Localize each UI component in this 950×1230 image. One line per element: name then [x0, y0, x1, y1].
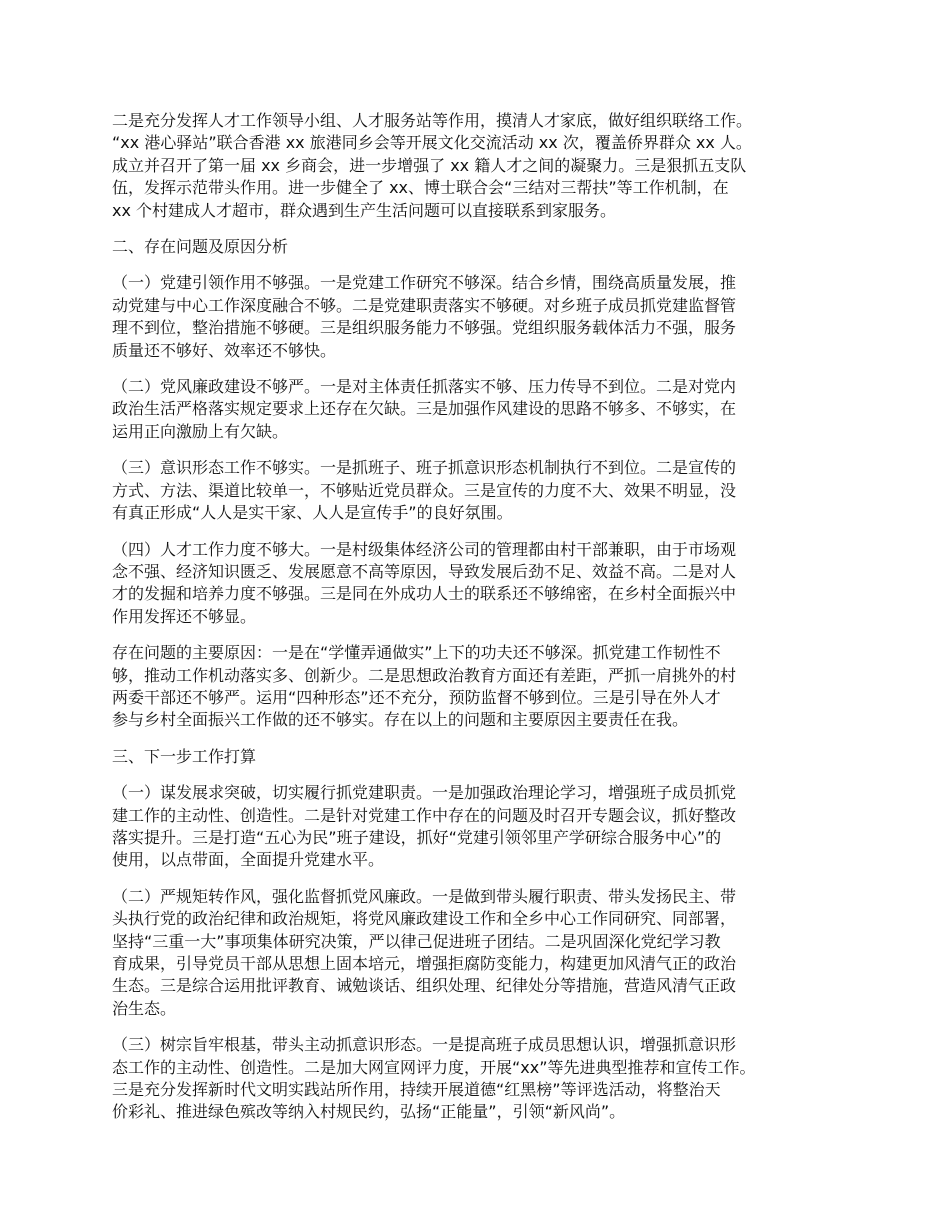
section-heading-problems: 二、存在问题及原因分析	[112, 237, 289, 257]
paragraph-main-causes	[112, 642, 852, 732]
text-line: 价彩礼、推进绿色殡改等纳入村规民约，弘扬“正能量”，引领“新风尚”。	[112, 1102, 626, 1122]
text-line: （二）严规矩转作风，强化监督抓党风廉政。一是做到带头履行职责、带头发扬民主、带	[112, 886, 737, 906]
text-line: 使用，以点带面，全面提升党建水平。	[112, 850, 385, 870]
paragraph-talent	[112, 539, 852, 629]
text-line: （一）党建引领作用不够强。一是党建工作研究不够深。结合乡情，围绕高质量发展，推	[112, 273, 737, 293]
text-line: 政治生活严格落实规定要求上还存在欠缺。三是加强作风建设的思路不够多、不够实，在	[112, 399, 737, 419]
paragraph-development	[112, 782, 852, 872]
text-line: 方式、方法、渠道比较单一，不够贴近党员群众。三是宣传的力度不大、效果不明显，没	[112, 480, 737, 500]
text-line: （三）意识形态工作不够实。一是抓班子、班子抓意识形态机制执行不到位。二是宣传的	[112, 458, 737, 478]
text-line: 态工作的主动性、创造性。二是加大网宣网评力度，开展“xx”等先进典型推荐和宣传工作。	[112, 1057, 756, 1077]
text-line: 建工作的主动性、创造性。二是针对党建工作中存在的问题及时召开专题会议，抓好整改	[112, 805, 737, 825]
text-line: 落实提升。三是打造“五心为民”班子建设，抓好“党建引领邻里产学研综合服务中心”的	[112, 827, 722, 847]
text-line: 治生态。	[112, 998, 177, 1018]
text-line: 有真正形成“人人是实干家、人人是宣传手”的良好氛围。	[112, 503, 513, 523]
text-line: 两委干部还不够严。运用“四种形态”还不充分，预防监督不够到位。三是引导在外人才	[112, 687, 721, 707]
text-line: “xx 港心驿站”联合香港 xx 旅港同乡会等开展文化交流活动 xx 次，覆盖侨界群众 xx 人。	[112, 133, 752, 153]
paragraph-party-building	[112, 272, 852, 362]
text-line: 育成果，引导党员干部从思想上固本培元，增强拒腐防变能力，构建更加风清气正的政治	[112, 954, 737, 973]
text-line: 运用正向激励上有欠缺。	[112, 421, 289, 441]
text-line: 理不到位，整治措施不够硬。三是组织服务能力不够强。党组织服务载体活力不强，服务	[112, 318, 737, 338]
intro-paragraph	[112, 110, 852, 222]
paragraph-ideology-work	[112, 1034, 852, 1124]
text-line: 成立并召开了第一届 xx 乡商会，进一步增强了 xx 籍人才之间的凝聚力。三是狠抓五支队	[112, 155, 747, 175]
document-page	[112, 110, 852, 1138]
text-line: 作用发挥还不够显。	[112, 606, 257, 626]
text-line: 参与乡村全面振兴工作做的还不够实。存在以上的问题和主要原因主要责任在我。	[112, 710, 689, 730]
text-line: 才的发掘和培养力度不够强。三是同在外成功人士的联系还不够绵密，在乡村全面振兴中	[112, 584, 737, 604]
text-line: 三是充分发挥新时代文明实践站所作用，持续开展道德“红黑榜”等评选活动，将整治天	[112, 1080, 721, 1100]
section-heading-next-steps: 三、下一步工作打算	[112, 746, 257, 766]
text-line: 二是充分发挥人才工作领导小组、人才服务站等作用，摸清人才家底，做好组织联络工作。	[112, 111, 753, 130]
text-line: （二）党风廉政建设不够严。一是对主体责任抓落实不够、压力传导不到位。二是对党内	[112, 377, 737, 397]
text-line: xx 个村建成人才超市，群众遇到生产生活问题可以直接联系到家服务。	[112, 200, 617, 220]
text-line: 头执行党的政治纪律和政治规矩，将党风廉政建设工作和全乡中心工作同研究、同部署，	[112, 909, 737, 929]
text-line: 质量还不够好、效率还不够快。	[112, 340, 337, 360]
paragraph-ideology	[112, 457, 852, 524]
text-line: 伍，发挥示范带头作用。进一步健全了 xx、博士联合会“三结对三帮扶”等工作机制，在	[112, 178, 729, 198]
text-line: 存在问题的主要原因：一是在“学懂弄通做实”上下的功夫还不够深。抓党建工作韧性不	[112, 643, 721, 663]
text-line: 念不强、经济知识匮乏、发展愿意不高等原因，导致发展后劲不足、效益不高。二是对人	[112, 561, 737, 581]
text-line: 生态。三是综合运用批评教育、诫勉谈话、组织处理、纪律处分等措施，营造风清气正政	[112, 976, 737, 996]
text-line: （四）人才工作力度不够大。一是村级集体经济公司的管理都由村干部兼职，由于市场观	[112, 539, 737, 559]
text-line: 坚持“三重一大”事项集体研究决策，严以律己促进班子团结。二是巩固深化党纪学习教	[112, 931, 721, 951]
text-line: 动党建与中心工作深度融合不够。二是党建职责落实不够硬。对乡班子成员抓党建监督管	[112, 295, 737, 315]
paragraph-discipline	[112, 886, 852, 1020]
text-line: （一）谋发展求突破，切实履行抓党建职责。一是加强政治理论学习，增强班子成员抓党	[112, 783, 737, 803]
text-line: 够，推动工作机动落实多、创新少。二是思想政治教育方面还有差距，严抓一肩挑外的村	[112, 665, 737, 685]
paragraph-integrity	[112, 376, 852, 443]
text-line: （三）树宗旨牢根基，带头主动抓意识形态。一是提高班子成员思想认识，增强抓意识形	[112, 1035, 737, 1055]
